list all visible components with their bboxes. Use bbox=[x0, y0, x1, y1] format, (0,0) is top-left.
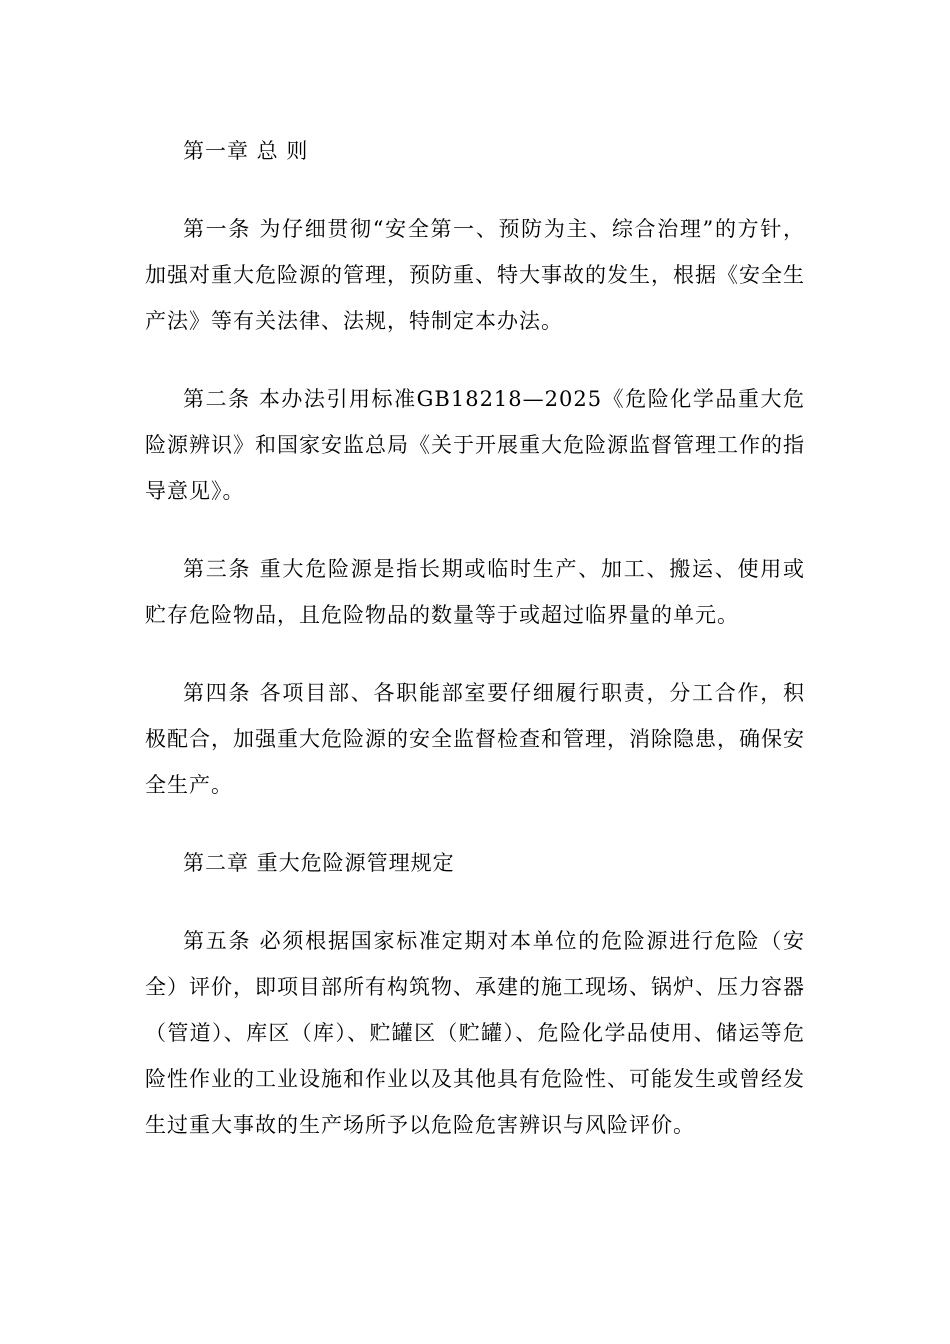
article-2: 第二条 本办法引用标准GB18218—2025《危险化学品重大危险源辨识》和国家安监总局《关于开展重大危险源监督管理工作的指导意见》。 bbox=[145, 387, 805, 503]
chapter-2-heading: 第二章 重大危险源管理规定 bbox=[183, 851, 455, 875]
article-3: 第三条 重大危险源是指长期或临时生产、加工、搬运、使用或贮存危险物品，且危险物品的数量等于或超过临界量的单元。 bbox=[145, 557, 805, 627]
article-4: 第四条 各项目部、各职能部室要仔细履行职责，分工合作，积极配合，加强重大危险源的安全监督检查和管理，消除隐患，确保安全生产。 bbox=[145, 681, 805, 797]
document-page bbox=[145, 128, 805, 1180]
chapter-1-heading: 第一章 总 则 bbox=[183, 139, 309, 163]
article-5: 第五条 必须根据国家标准定期对本单位的危险源进行危险（安全）评价，即项目部所有构筑物、承建的施工现场、锅炉、压力容器（管道）、库区（库）、贮罐区（贮罐）、危险化学品使用、储运等危险性作业的工业设施和作业以及其他具有危险性、可能发生或曾经发生过重大事故的生产场所予以危险危害辨识与风险评价。 bbox=[145, 929, 805, 1137]
article-1: 第一条 为仔细贯彻“安全第一、预防为主、综合治理”的方针，加强对重大危险源的管理，预防重、特大事故的发生，根据《安全生产法》等有关法律、法规，特制定本办法。 bbox=[145, 217, 805, 333]
